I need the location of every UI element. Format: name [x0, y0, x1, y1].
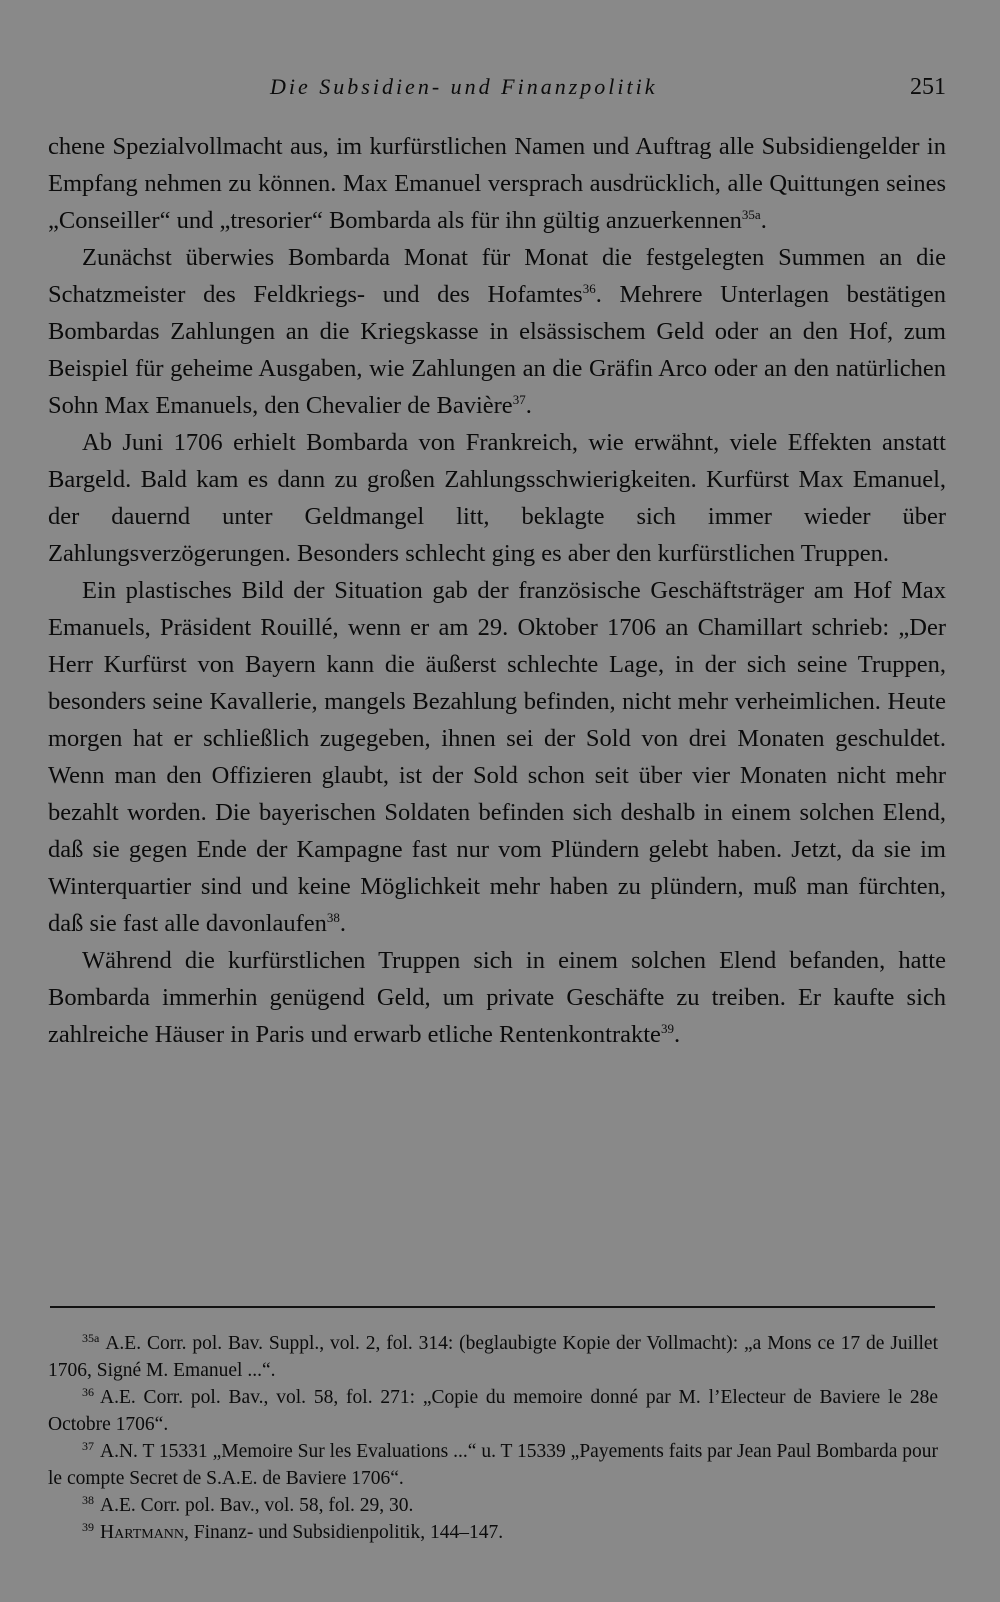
- footnote-number: 38: [82, 1493, 94, 1507]
- running-title: Die Subsidien- und Finanzpolitik: [270, 74, 658, 99]
- paragraph: [48, 239, 946, 424]
- paragraph-text: .: [525, 392, 532, 419]
- paragraph: [48, 128, 946, 239]
- paragraph: [48, 572, 946, 942]
- footnote-ref: 37: [512, 392, 526, 407]
- footnote-number: 36: [82, 1385, 94, 1399]
- page-header: [48, 74, 946, 110]
- footnote-text: , Finanz- und Subsidienpolitik, 144–147.: [184, 1522, 504, 1543]
- paragraph-text: Während die kurfürstlichen Truppen sich in einem solchen Elend befanden, hatte Bombarda immerhin genügend Geld, um private Geschäfte zu treiben. Er kaufte sich zahlreiche Häuser in Paris und erwarb etliche Rentenkontrakte: [48, 947, 946, 1048]
- paragraph-text: .: [673, 1021, 681, 1048]
- footnote: [48, 1438, 938, 1492]
- footnotes: [48, 1330, 938, 1546]
- footnote: [48, 1384, 938, 1438]
- footnote-text: A.E. Corr. pol. Bav., vol. 58, fol. 271: „Copie du memoire donné par M. l’Electeur de Baviere le 28e Octobre 1706“.: [48, 1387, 938, 1435]
- footnote-text: A.N. T 15331 „Memoire Sur les Evaluations ...“ u. T 15339 „Payements faits par Jean Paul Bombarda pour le compte Secret de S.A.E. de Baviere 1706“.: [48, 1441, 938, 1489]
- paragraph-text: chene Spezialvollmacht aus, im kurfürstlichen Namen und Auftrag alle Subsidiengelder in Empfang nehmen zu können. Max Emanuel versprach ausdrücklich, alle Quittungen seines „Conseiller“ und „tresorier“ Bombarda als für ihn gültig anzuerkennen: [48, 133, 946, 234]
- paragraph-text: .: [339, 910, 347, 937]
- page-number: 251: [910, 74, 946, 100]
- footnote-ref: 35a: [741, 207, 761, 222]
- paragraph: [48, 942, 946, 1053]
- footnote-ref: 38: [326, 910, 340, 925]
- paragraph-text: Zunächst überwies Bombarda Monat für Monat die festgelegten Summen an die Schatzmeister des Feldkriegs- und des Hofamtes: [48, 244, 946, 308]
- paragraph-text: Ab Juni 1706 erhielt Bombarda von Frankreich, wie erwähnt, viele Effekten anstatt Bargeld. Bald kam es dann zu großen Zahlungsschwierigkeiten. Kurfürst Max Emanuel, der dauernd unter Geldmangel litt, beklagte sich immer wieder über Zahlungsverzögerungen. Besonders schlecht ging es aber den kurfürstlichen Truppen.: [48, 429, 946, 567]
- footnote-number: 39: [82, 1520, 94, 1534]
- footnote-text: A.E. Corr. pol. Bav., vol. 58, fol. 29, 30.: [100, 1495, 414, 1516]
- footnote-text: A.E. Corr. pol. Bav. Suppl., vol. 2, fol. 314: (beglaubigte Kopie der Vollmacht): „a Mons ce 17 de Juillet 1706, Signé M. Emanuel ...“.: [48, 1333, 938, 1381]
- paragraph-text: . Mehrere Unterlagen bestätigen Bombardas Zahlungen an die Kriegskasse in elsässischem Geld oder an den Hof, zum Beispiel für geheime Ausgaben, wie Zahlungen an die Gräfin Arco oder an den natürlichen Sohn Max Emanuels, den Chevalier de Bavière: [48, 281, 946, 419]
- footnote-ref: 39: [660, 1021, 674, 1036]
- footnote-divider: [50, 1306, 935, 1308]
- footnote: [48, 1519, 938, 1546]
- footnote-ref: 36: [582, 281, 596, 296]
- footnote-number: 35a: [82, 1331, 100, 1345]
- footnote: [48, 1492, 938, 1519]
- body-text: [48, 128, 946, 1053]
- footnote-author: Hartmann: [100, 1522, 185, 1543]
- paragraph-text: .: [760, 207, 767, 234]
- footnote: [48, 1330, 938, 1384]
- footnote-number: 37: [82, 1439, 94, 1453]
- paragraph-text: Ein plastisches Bild der Situation gab der französische Geschäftsträger am Hof Max Emanuels, Präsident Rouillé, wenn er am 29. Oktober 1706 an Chamillart schrieb: „Der Herr Kurfürst von Bayern kann die äußerst schlechte Lage, in der sich seine Truppen, besonders seine Kavallerie, mangels Bezahlung befinden, nicht mehr verheimlichen. Heute morgen hat er schließlich zugegeben, ihnen sei der Sold von drei Monaten geschuldet. Wenn man den Offizieren glaubt, ist der Sold schon seit über vier Monaten nicht mehr bezahlt worden. Die bayerischen Soldaten befinden sich deshalb in einem solchen Elend, daß sie gegen Ende der Kampagne fast nur vom Plündern gelebt haben. Jetzt, da sie im Winterquartier sind und keine Möglichkeit mehr haben zu plündern, muß man fürchten, daß sie fast alle davonlaufen: [48, 577, 946, 937]
- paragraph: [48, 424, 946, 572]
